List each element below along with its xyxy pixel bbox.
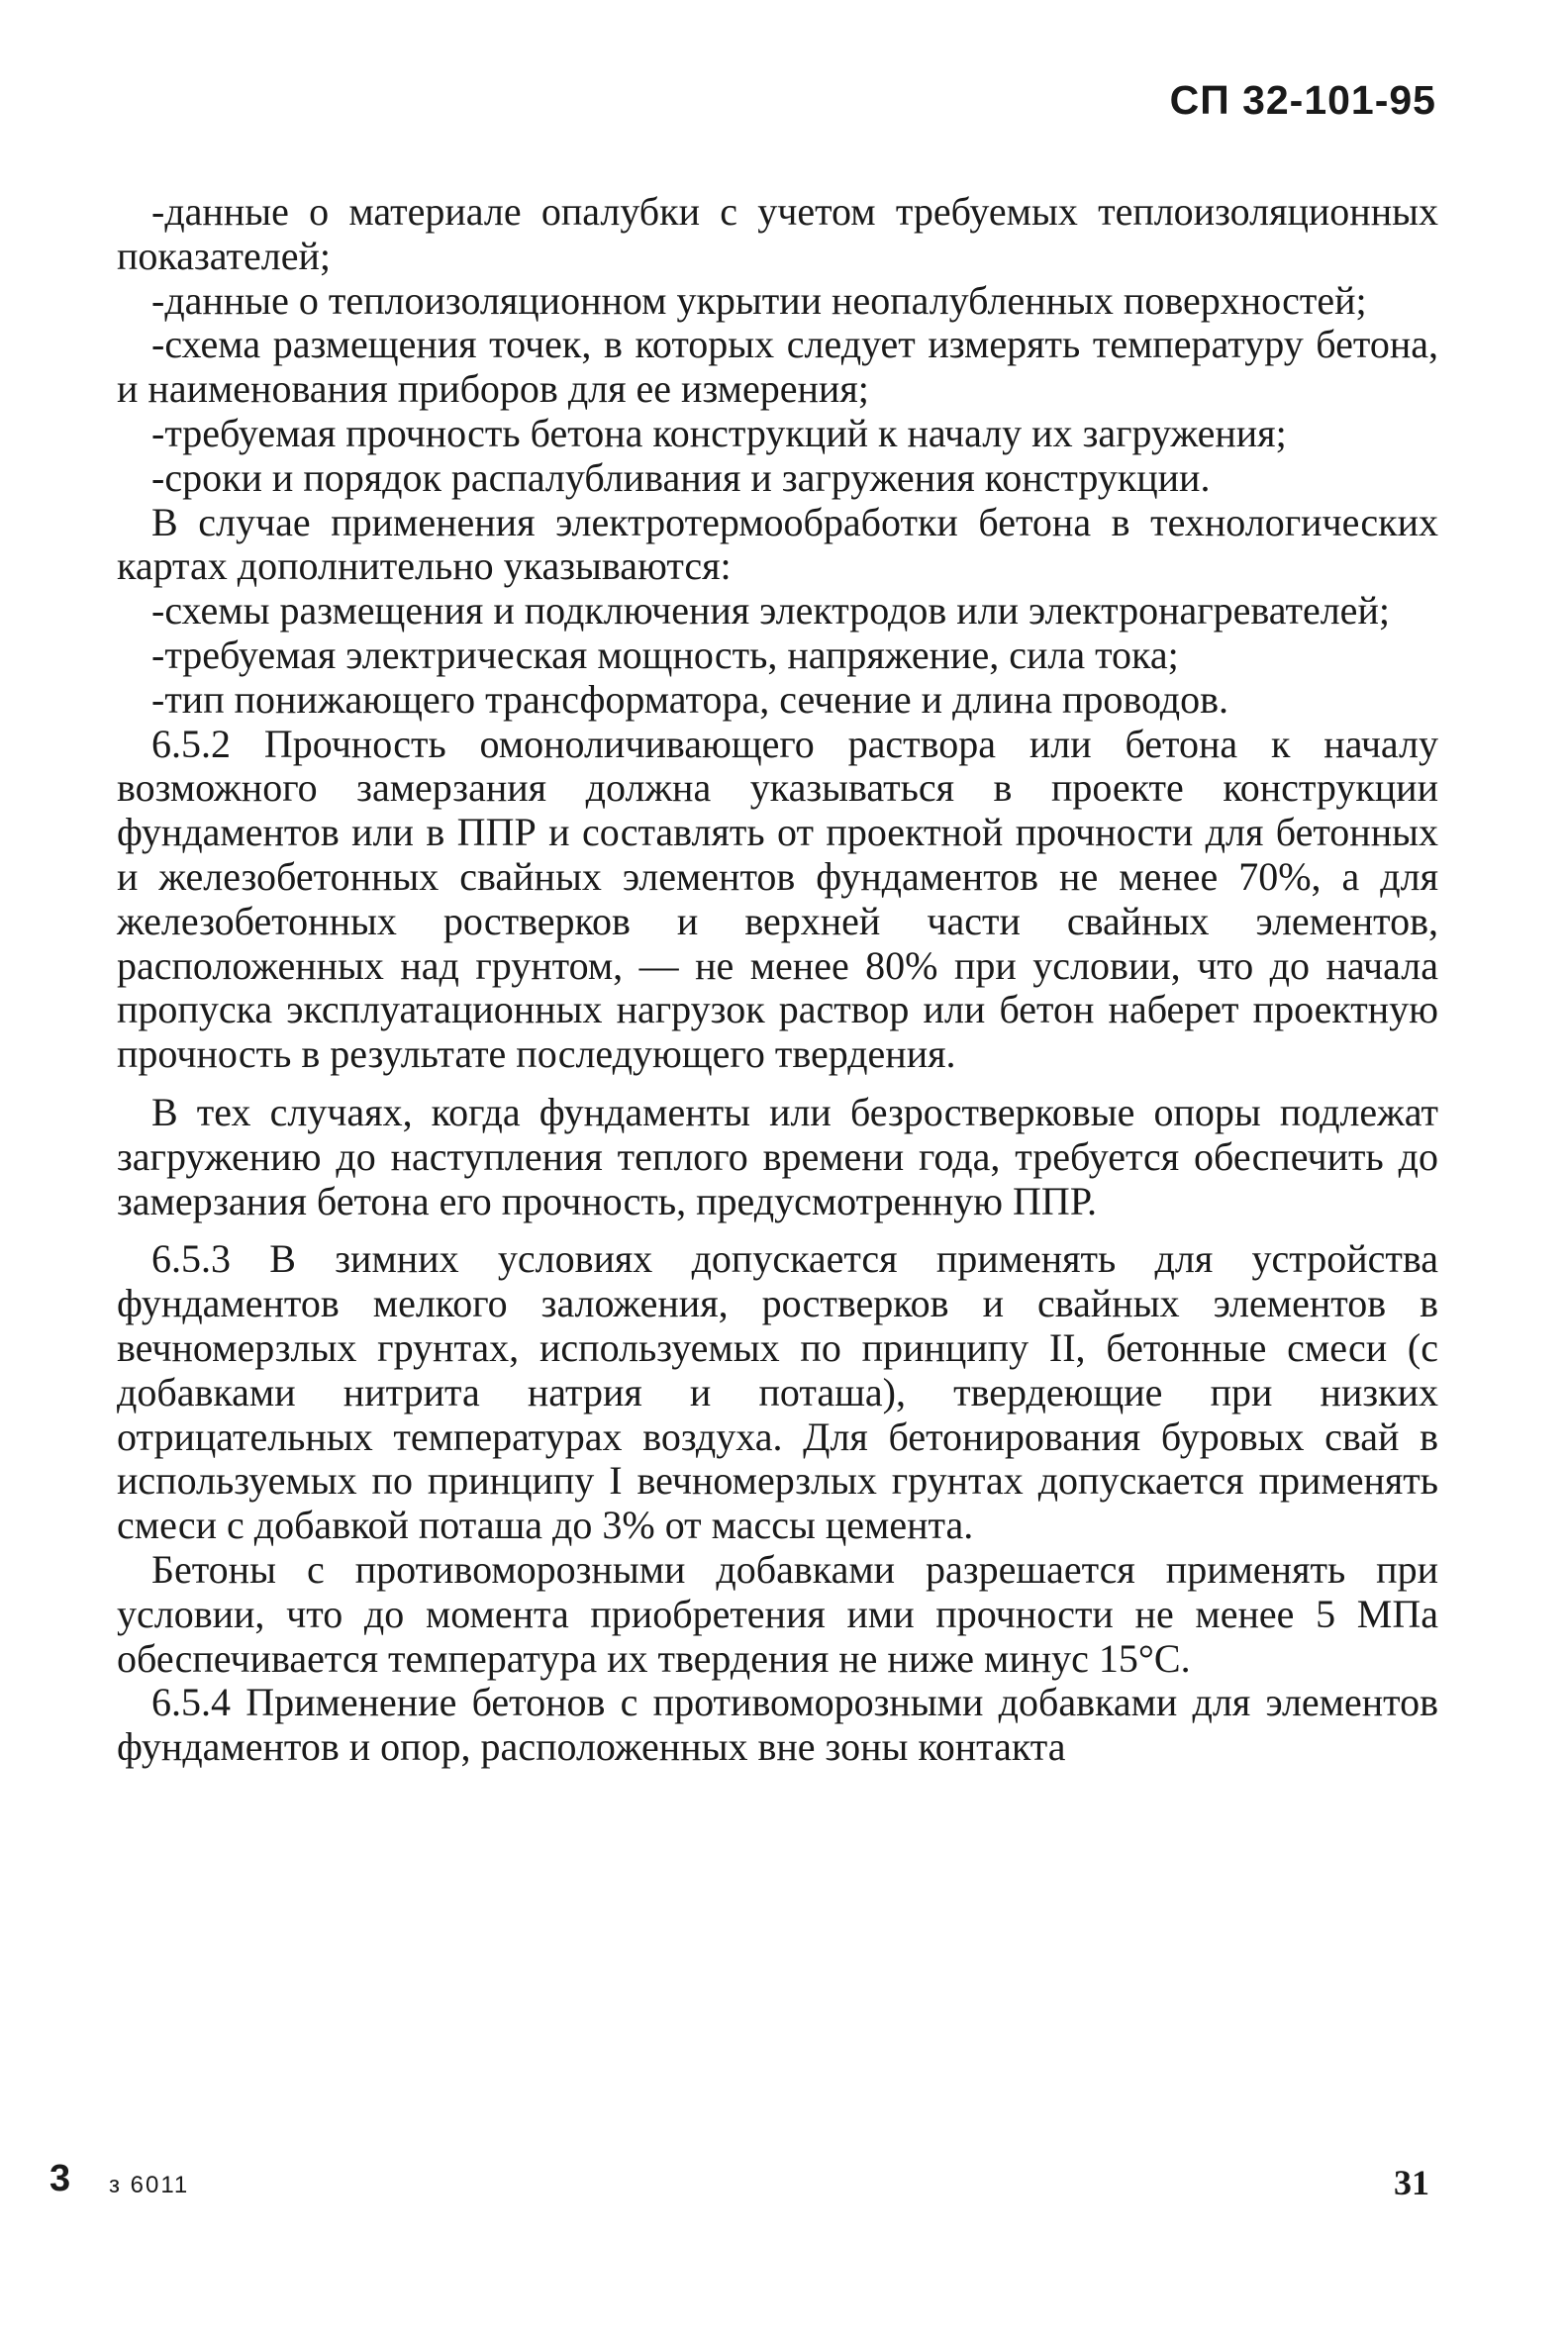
page-number: 31 xyxy=(1394,2163,1429,2202)
paragraph: Бетоны с противоморозными добавками разрешается применять при условии, что до момента приобретения ими прочности не менее 5 МПа обеспечивается температура их твердения не ниже минус 15°С. xyxy=(117,1546,1438,1681)
page-footer xyxy=(0,2158,1568,2217)
signature-number: 3 xyxy=(49,2158,71,2199)
document-code-header: СП 32-101-95 xyxy=(1169,77,1436,123)
paragraph: -требуемая электрическая мощность, напряжение, сила тока; xyxy=(151,632,1179,677)
paragraph: -требуемая прочность бетона конструкций к началу их загружения; xyxy=(151,410,1287,455)
paragraph: -данные о материале опалубки с учетом требуемых теплоизоляционных показателей; xyxy=(117,189,1438,278)
section-6-5-4-paragraph: 6.5.4 Применение бетонов с противоморозными добавками для элементов фундаментов и опор, расположенных вне зоны контакта xyxy=(117,1680,1438,1770)
paragraph: -данные о теплоизоляционном укрытии неопалубленных поверхностей; xyxy=(151,277,1367,323)
paragraph: -тип понижающего трансформатора, сечение и длина проводов. xyxy=(151,676,1229,722)
paragraph: -схема размещения точек, в которых следует измерять температуру бетона, и наименования приборов для ее измерения; xyxy=(117,322,1438,412)
paragraph: -сроки и порядок распалубливания и загружения конструкции. xyxy=(151,454,1211,500)
signature-code: з 6011 xyxy=(109,2172,190,2198)
section-6-5-2-paragraph: 6.5.2 Прочность омоноличивающего раствора или бетона к началу возможного замерзания должна указываться в проекте конструкции фундаментов или в ППР и составлять от проектной прочности для бетонных и железобетонных свайных элементов фундаментов не менее 70%, а для железобетонных ростверков и верхней части свайных элементов, расположенных над грунтом, — не менее 80% при условии, что до начала пропуска эксплуатационных нагрузок раствор или бетон наберет проектную прочность в результате последующего твердения. xyxy=(117,721,1438,1077)
paragraph: В случае применения электротермообработки бетона в технологических картах дополнительно указываются: xyxy=(117,499,1438,589)
section-6-5-3-paragraph: 6.5.3 В зимних условиях допускается применять для устройства фундаментов мелкого заложения, ростверков и свайных элементов в вечномерзлых грунтах, используемых по принципу II, бетонные смеси (с добавками нитрита натрия и поташа), твердеющие при низких отрицательных температурах воздуха. Для бетонирования буровых свай в используемых по принципу I вечномерзлых грунтах допускается применять смеси с добавкой поташа до 3% от массы цемента. xyxy=(117,1236,1438,1548)
paragraph: В тех случаях, когда фундаменты или безростверковые опоры подлежат загружению до наступления теплого времени года, требуется обеспечить до замерзания бетона его прочность, предусмотренную ППР. xyxy=(117,1089,1438,1223)
body-text xyxy=(117,190,1438,1770)
paragraph: -схемы размещения и подключения электродов или электронагревателей; xyxy=(151,588,1390,633)
